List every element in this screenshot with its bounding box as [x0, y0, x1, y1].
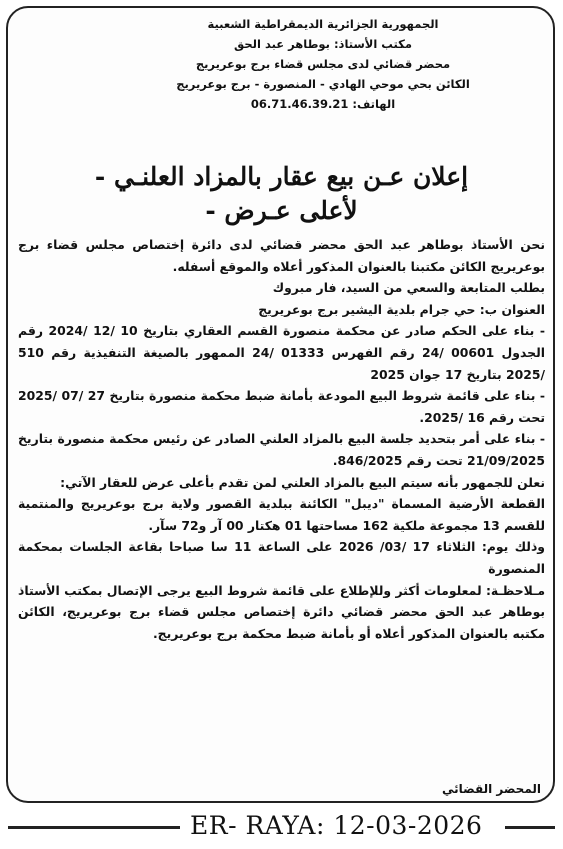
body-paragraph-property: القطعة الأرضية المسماة "ديبل" الكائنة ببلدية القصور ولاية برج بوعريريج والمنتمية للقسم 13 مجموعة ملكية 162 مساحتها 01 هكتار 00 آر و72 سآر. [18, 496, 545, 533]
title-line-1: إعلان عـن بيع عقار بالمزاد العلنـي - [94, 162, 469, 191]
phone-label: الهاتف: [352, 97, 396, 111]
footer [0, 806, 563, 846]
footer-rule-left [8, 826, 180, 829]
body-paragraph-order: - بناء على أمر بتحديد جلسة البيع بالمزاد العلني الصادر عن رئيس محكمة منصورة بتاريخ 21/09/2025 تحت رقم 846/2025. [18, 431, 545, 468]
header-line-republic: الجمهورية الجزائرية الديمقراطية الشعبية [207, 17, 439, 31]
body-paragraph-intro: نحن الأستاذ بوطاهر عبد الحق محضر قضائي لدى دائرة إختصاص مجلس قضاء برج بوعريريج الكائن مكتبنا بالعنوان المذكور أعلاه والموقع أسفله. [18, 237, 545, 274]
signature: المحضر القضائي [441, 782, 541, 796]
phone-number: 06.71.46.39.21 [250, 97, 349, 111]
body-paragraph-conditions: - بناء على قائمة شروط البيع المودعة بأمانة ضبط محكمة منصورة بتاريخ 27 /07 /2025 تحت رقم 16 /2025. [18, 388, 545, 425]
body-paragraph-judgment: - بناء على الحكم صادر عن محكمة منصورة القسم العقاري بتاريخ 10 /12 /2024 رقم الجدول 00601 /24 رقم الفهرس 01333 /24 الممهور بالصيغة التنفيذية رقم 510 /2025 بتاريخ 17 جوان 2025 [18, 323, 546, 382]
body-paragraph-requester: بطلب المتابعة والسعي من السيد، فار مبروك [272, 280, 545, 296]
body-paragraph-note: مـلاحظـة: لمعلومات أكثر وللإطلاع على قائمة شروط البيع يرجى الإتصال بمكتب الأستاذ بوطاهر عبد الحق محضر قضائي دائرة إختصاص مجلس قضاء برج بوعريريج، الكائن مكتبه بالعنوان المذكور أعلاه أو بأمانة ضبط محكمة برج بوعريريج. [18, 582, 545, 641]
header-line-office: مكتب الأستاذ: بوطاهر عبد الحق [234, 37, 412, 51]
header-phone-line [113, 94, 533, 114]
footer-caption: ER- RAYA: 12-03-2026 [190, 811, 483, 840]
header-block [113, 14, 533, 114]
notice-body [18, 234, 545, 644]
header-line-bailiff: محضر قضائي لدى مجلس قضاء برج بوعريريج [195, 57, 451, 71]
title-line-2: لأعلى عـرض - [205, 196, 358, 225]
notice-title [20, 160, 543, 228]
footer-rule-right [505, 826, 555, 829]
body-paragraph-date: وذلك يوم: الثلاثاء 17 /03/ 2026 على الساعة 11 سا صباحا بقاعة الجلسات بمحكمة المنصورة [18, 539, 546, 576]
body-paragraph-address: العنوان ب: حي جرام بلدية اليشير برج بوعريريج [258, 301, 545, 317]
header-line-address: الكائن بحي موحي الهادي - المنصورة - برج بوعريريج [176, 77, 470, 91]
body-paragraph-announcement: نعلن للجمهور بأنه سيتم البيع بالمزاد العلني لمن تقدم بأعلى عرض للعقار الآتي: [60, 474, 545, 490]
